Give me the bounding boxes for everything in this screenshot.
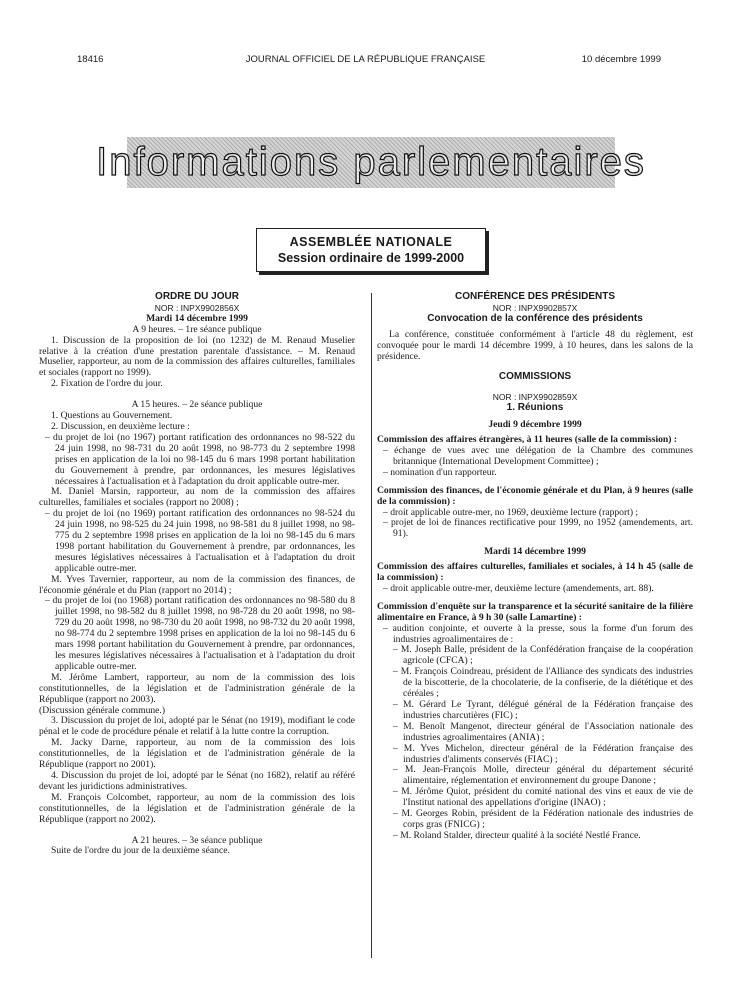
meeting-date: Jeudi 9 décembre 1999 [488, 419, 582, 431]
rapporteur-line: M. Jacky Darne, rapporteur, au nom de la commission des lois constitutionnelles, de la législation et de l'administration générale de la République (rapport no 2001). [39, 737, 355, 771]
commission-item: – nomination d'un rapporteur. [383, 466, 497, 478]
rapporteur-line: M. Jérôme Lambert, rapporteur, au nom de la commission des lois constitutionnelles, de la législation et de l'administration générale de la République (rapport no 2003). [39, 671, 355, 705]
bill-item: – du projet de loi (no 1969) portant ratification des ordonnances no 98-524 du 24 juin 1998, no 98-525 du 24 juin 1998, no 98-581 du 8 juillet 1998, no 98-775 du 2 septembre 1998 prises en application de la loi no 98-145 du 6 mars 1998 portant habilitation du Gouvernement à prendre, par ordonnances, les mesures législatives nécessaires à l'actualisation et à l'adaptation du droit applicable outre-mer. [45, 508, 355, 574]
agenda-item: 2. Fixation de l'ordre du jour. [51, 378, 163, 390]
assembly-name: ASSEMBLÉE NATIONALE [289, 235, 453, 249]
bill-item: – du projet de loi (no 1967) portant ratification des ordonnances no 98-522 du 24 juin 1998, no 98-731 du 20 août 1998, no 98-773 du 2 septembre 1998 prises en application de la loi no 98-145 du 6 mars 1998 portant habilitation du Gouvernement à prendre, par ordonnances, les mesures législatives nécessaires à l'actualisation et à l'adaptation du droit applicable outre-mer. [45, 431, 355, 487]
participant-item: – M. Georges Robin, président de la Fédération nationale des industries de corps gras (FNICG) ; [393, 808, 693, 830]
commission-title: Commission des affaires culturelles, familiales et sociales, à 14 h 45 (salle de la commission) : [377, 561, 693, 584]
participant-item: – M. François Coindreau, président de l'Alliance des syndicats des industries de la biscotterie, de la chocolaterie, de la confiserie, de la diététique et des céréales ; [393, 666, 693, 700]
session-title: A 15 heures. – 2e séance publique [131, 399, 263, 411]
agenda-item: 1. Questions au Gouvernement. [51, 410, 173, 422]
commission-item: – projet de loi de finances rectificative pour 1999, no 1952 (amendements, art. 91). [383, 517, 693, 540]
session-date: Mardi 14 décembre 1999 [146, 312, 248, 324]
participant-item: – M. Roland Stalder, directeur qualité à la société Nestlé France. [393, 829, 641, 841]
nor-reference: NOR : INPX9902856X [154, 302, 240, 313]
issue-date: 10 décembre 1999 [581, 54, 661, 65]
commission-item: – droit applicable outre-mer, no 1969, deuxième lecture (rapport) ; [383, 506, 639, 518]
convocation-text: La conférence, constituée conformément à l'article 48 du règlement, est convoquée pour le mardi 14 décembre 1999, à 10 heures, dans les salons de la présidence. [377, 328, 693, 362]
commission-item: – échange de vues avec une délégation de la Chambre des communes britannique (International Development Committee) ; [383, 444, 693, 467]
reunions-heading: 1. Réunions [506, 402, 564, 414]
commissions-heading: COMMISSIONS [498, 371, 572, 383]
nor-reference: NOR : INPX9902857X [492, 302, 578, 313]
meeting-date: Mardi 14 décembre 1999 [484, 546, 586, 558]
agenda-item: 3. Discussion du projet de loi, adopté par le Sénat (no 1919), modifiant le code pénal et le code de procédure pénale et relatif à la lutte contre la corruption. [39, 715, 355, 738]
commission-title: Commission des affaires étrangères, à 11 heures (salle de la commission) : [377, 434, 678, 446]
section-banner [96, 137, 646, 188]
banner-title: Informations parlementaires [96, 140, 646, 184]
agenda-item: 4. Discussion du projet de loi, adopté par le Sénat (no 1682), relatif au référé devant les juridictions administratives. [39, 769, 355, 792]
rapporteur-line: M. Yves Tavernier, rapporteur, au nom de la commission des finances, de l'économie générale et du Plan (rapport no 2014) ; [39, 573, 355, 596]
participant-item: – M. Gérard Le Tyrant, délégué général de la Fédération française des industries charcutières (FIC) ; [393, 699, 693, 721]
commission-title: Commission d'enquête sur la transparence et la sécurité sanitaire de la filière alimentaire en France, à 9 h 30 (salle Lamartine) : [377, 600, 693, 623]
bill-item: – du projet de loi (no 1968) portant ratification des ordonnances no 98-580 du 8 juillet 1998, no 98-582 du 8 juillet 1998, no 98-728 du 20 août 1998, no 98-729 du 20 août 1998, no 98-730 du 20 août 1998, no 98-732 du 20 août 1998, no 98-774 du 2 septembre 1998 prises en application de la loi no 98-145 du 6 mars 1998 portant habilitation du Gouvernement à prendre, par ordonnances, les mesures législatives nécessaires à l'actualisation et à l'adaptation du droit applicable outre-mer. [45, 595, 355, 672]
column-divider [371, 293, 372, 958]
agenda-item: 2. Discussion, en deuxième lecture : [51, 420, 190, 432]
participant-item: – M. Benoît Mangenot, directeur général de l'Association nationale des industries agroalimentaires (ANIA) ; [393, 720, 693, 743]
commission-item: – droit applicable outre-mer, deuxième lecture (amendements, art. 88). [383, 582, 654, 594]
page-number: 18416 [77, 54, 104, 65]
agenda-heading: ORDRE DU JOUR [155, 291, 239, 302]
session-title: Session ordinaire de 1999-2000 [277, 251, 465, 265]
rapporteur-line: M. Daniel Marsin, rapporteur, au nom de la commission des affaires culturelles, familiales et sociales (rapport no 2008) ; [39, 486, 355, 509]
participant-item: – M. Joseph Balle, président de la Confédération française de la coopération agricole (CFCA) ; [393, 644, 693, 667]
conference-heading: CONFÉRENCE DES PRÉSIDENTS [454, 291, 616, 302]
assembly-box [256, 228, 486, 272]
rapporteur-line: M. François Colcombet, rapporteur, au nom de la commission des lois constitutionnelles, de la législation et de l'administration générale de la République (rapport no 2002). [39, 791, 355, 825]
right-column [377, 292, 693, 842]
participant-item: – M. Jean-François Molle, directeur général du département sécurité alimentaire, réglementation et environnement du groupe Danone ; [393, 764, 693, 787]
general-discussion-note: (Discussion générale commune.) [39, 704, 166, 716]
session-title: A 9 heures. – 1re séance publique [132, 323, 262, 335]
agenda-item: 1. Discussion de la proposition de loi (no 1232) de M. Renaud Muselier relative à la création d'une prestation parentale d'assistance. – M. Renaud Muselier, rapporteur, au nom de la commission des affaires culturelles, familiales et sociales (rapport no 1999). [39, 334, 355, 379]
left-column [39, 292, 355, 857]
agenda-item: Suite de l'ordre du jour de la deuxième séance. [51, 845, 230, 857]
participant-item: – M. Jérôme Quiot, président du comité national des vins et eaux de vie de l'Institut national des appellations d'origine (INAO) ; [393, 786, 693, 809]
session-title: A 21 heures. – 3e séance publique [131, 834, 263, 846]
journal-title: JOURNAL OFFICIEL DE LA RÉPUBLIQUE FRANÇAISE [245, 54, 486, 65]
nor-reference: NOR : INPX9902859X [492, 392, 578, 403]
commission-title: Commission des finances, de l'économie générale et du Plan, à 9 heures (salle de la commission) : [377, 484, 693, 507]
convocation-title: Convocation de la conférence des présidents [427, 312, 643, 324]
commission-item: – audition conjointe, et ouverte à la presse, sous la forme d'un forum des industries agroalimentaires de : [383, 622, 693, 645]
participant-item: – M. Yves Michelon, directeur général de la Fédération française des industries d'aliments conservés (FIAC) ; [393, 742, 693, 765]
